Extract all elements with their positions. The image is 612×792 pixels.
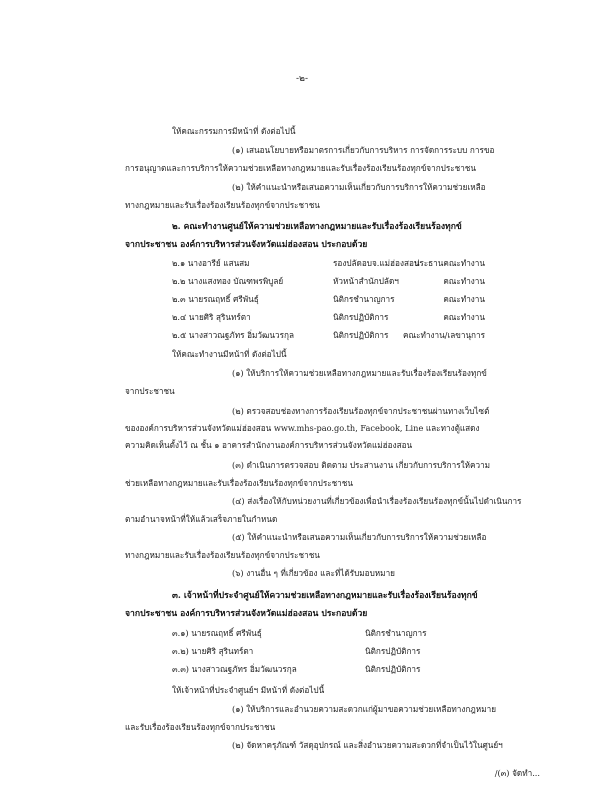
member-2-4-position: นิติกรปฏิบัติการ	[333, 312, 389, 322]
member-2-4-role: คณะทำงาน	[443, 312, 485, 322]
wg-duty-2-line3: ความคิดเห็นตั้งไว้ ณ ชั้น ๑ อาคารสำนักงานองค์การบริหารส่วนจังหวัดแม่ฮ่องสอน	[125, 440, 413, 450]
committee-duties-intro: ให้คณะกรรมการมีหน้าที่ ดังต่อไปนี้	[172, 126, 296, 136]
committee-duty-1-line1: (๑) เสนอนโยบายหรือมาตรการเกี่ยวกับการบริหาร การจัดการระบบ การขอ	[232, 145, 495, 155]
section-2-heading-line2: จากประชาชน องค์การบริหารส่วนจังหวัดแม่ฮ่องสอน ประกอบด้วย	[125, 240, 368, 250]
member-2-1-role: ประธานคณะทำงาน	[414, 258, 485, 268]
section-3-heading-line2: จากประชาชน องค์การบริหารส่วนจังหวัดแม่ฮ่องสอน ประกอบด้วย	[125, 609, 368, 619]
section-2-heading-line1: ๒. คณะทำงานศูนย์ให้ความช่วยเหลือทางกฎหมายและรับเรื่องร้องเรียนร้องทุกข์	[172, 222, 462, 232]
officer-duty-1-line2: และรับเรื่องร้องเรียนร้องทุกข์จากประชาชน	[125, 722, 276, 732]
member-2-1-position: รองปลัดอบจ.แม่ฮ่องสอน	[333, 258, 420, 268]
committee-duty-2-line2: ทางกฎหมายและรับเรื่องร้องเรียนร้องทุกข์จากประชาชน	[125, 200, 320, 210]
officer-duties-intro: ให้เจ้าหน้าที่ประจำศูนย์ฯ มีหน้าที่ ดังต่อไปนี้	[172, 685, 325, 695]
officer-3-3-name: ๓.๓) นางสาวณฐภัทร อิ่มวัฒนวรกุล	[172, 664, 297, 674]
member-2-5-role: คณะทำงาน/เลขานุการ	[403, 330, 485, 340]
member-2-1-name: ๒.๑ นางอารีย์ แสนสม	[172, 258, 250, 268]
wg-duty-3-line1: (๓) ดำเนินการตรวจสอบ ติดตาม ประสานงาน เกี่ยวกับการบริการให้ความ	[232, 460, 491, 470]
committee-duty-1-line2: การอนุญาตและการบริการให้ความช่วยเหลือทางกฎหมายและรับเรื่องร้องเรียนร้องทุกข์จากประชาชน	[125, 163, 476, 173]
wg-duty-1-line1: (๑) ให้บริการให้ความช่วยเหลือทางกฎหมายและรับเรื่องร้องเรียนร้องทุกข์	[232, 368, 487, 378]
officer-duty-1-line1: (๑) ให้บริการและอำนวยความสะดวกแก่ผู้มาขอความช่วยเหลือทางกฎหมาย	[232, 704, 496, 714]
wg-duty-2-line1: (๒) ตรวจสอบช่องทางการร้องเรียนร้องทุกข์จากประชาชนผ่านทางเว็บไซต์	[232, 406, 490, 416]
officer-3-1-name: ๓.๑) นายรณฤทธิ์ ศรีพันธุ์	[172, 628, 262, 638]
continuation-marker: /(๓) จัดทำ...	[494, 768, 540, 778]
officer-duty-2: (๒) จัดหาครุภัณฑ์ วัสดุอุปกรณ์ และสิ่งอำนวยความสะดวกที่จำเป็นไว้ในศูนย์ฯ	[232, 740, 503, 750]
working-group-duties-intro: ให้คณะทำงานมีหน้าที่ ดังต่อไปนี้	[172, 349, 287, 359]
member-2-2-name: ๒.๒ นางแสงทอง บัณฑพรพิบูลย์	[172, 276, 284, 286]
wg-duty-1-line2: จากประชาชน	[125, 386, 175, 396]
wg-duty-5-line1: (๕) ให้คำแนะนำหรือเสนอความเห็นเกี่ยวกับการบริการให้ความช่วยเหลือ	[232, 532, 487, 542]
wg-duty-4-line2: ตามอำนาจหน้าที่ให้แล้วเสร็จภายในกำหนด	[125, 514, 278, 524]
wg-duty-5-line2: ทางกฎหมายและรับเรื่องร้องเรียนร้องทุกข์จากประชาชน	[125, 550, 320, 560]
member-2-2-role: คณะทำงาน	[443, 276, 485, 286]
officer-3-2-position: นิติกรปฏิบัติการ	[365, 646, 421, 656]
wg-duty-6: (๖) งานอื่น ๆ ที่เกี่ยวข้อง และที่ได้รับมอบหมาย	[232, 568, 395, 578]
member-2-4-name: ๒.๔ นายศิริ สุรินทร์ตา	[172, 312, 251, 322]
section-3-heading-line1: ๓. เจ้าหน้าที่ประจำศูนย์ให้ความช่วยเหลือทางกฎหมายและรับเรื่องร้องเรียนร้องทุกข์	[172, 591, 478, 601]
committee-duty-2-line1: (๒) ให้คำแนะนำหรือเสนอความเห็นเกี่ยวกับการบริการให้ความช่วยเหลือ	[232, 182, 486, 192]
member-2-5-position: นิติกรปฏิบัติการ	[333, 330, 389, 340]
member-2-3-role: คณะทำงาน	[443, 294, 485, 304]
officer-3-1-position: นิติกรชำนาญการ	[365, 628, 427, 638]
member-2-3-position: นิติกรชำนาญการ	[333, 294, 395, 304]
wg-duty-3-line2: ช่วยเหลือทางกฎหมายและรับเรื่องร้องเรียนร้องทุกข์จากประชาชน	[125, 478, 353, 488]
member-2-2-position: หัวหน้าสำนักปลัดฯ	[333, 276, 399, 286]
page-number: -๒-	[296, 74, 309, 84]
member-2-5-name: ๒.๕ นางสาวณฐภัทร อิ่มวัฒนวรกุล	[172, 330, 294, 340]
wg-duty-4-line1: (๔) ส่งเรื่องให้กับหน่วยงานที่เกี่ยวข้องเพื่อนำเรื่องร้องเรียนร้องทุกข์นั้นไปดำเนินการ	[232, 496, 522, 506]
wg-duty-2-line2: ขององค์การบริหารส่วนจังหวัดแม่ฮ่องสอน www.mhs-pao.go.th, Facebook, Line และทางตู้แสดง	[125, 423, 480, 433]
officer-3-3-position: นิติกรปฏิบัติการ	[365, 664, 421, 674]
officer-3-2-name: ๓.๒) นายศิริ สุรินทร์ตา	[172, 646, 254, 656]
member-2-3-name: ๒.๓ นายรณฤทธิ์ ศรีพันธุ์	[172, 294, 259, 304]
